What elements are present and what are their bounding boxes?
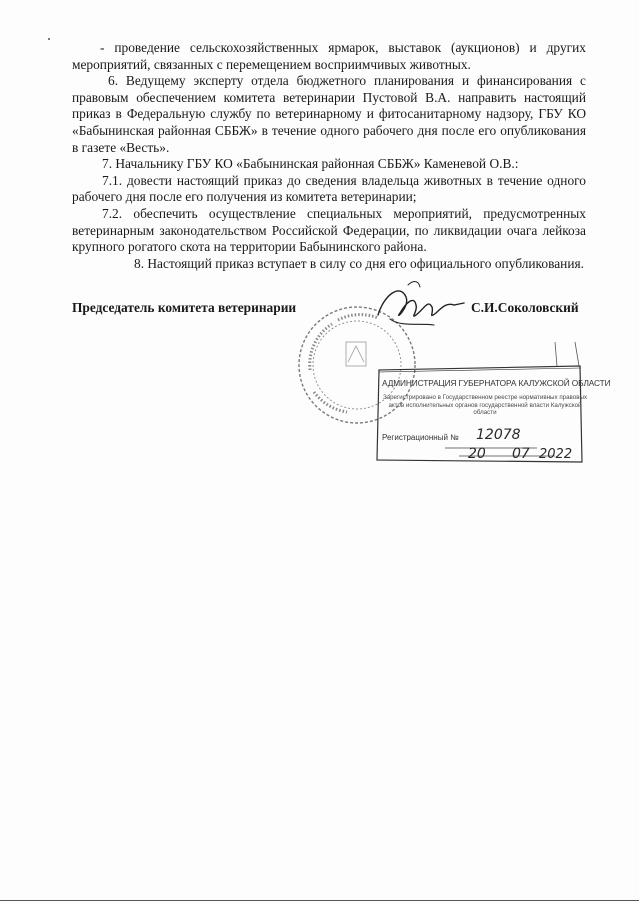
reg-date-month: 07 [512, 446, 530, 462]
signer-position: Председатель комитета ветеринарии [72, 300, 297, 315]
reg-date-year: 2022 [539, 447, 573, 462]
stamp-text: Зарегистрировано в Государственном реестре нормативных правовых актов исполнительных органов государственной власти Калужской области [382, 394, 588, 417]
scan-speck [48, 38, 50, 40]
signer-name: С.И.Соколовский [471, 300, 579, 315]
paragraph-7-2: 7.2. обеспечить осуществление специальных мероприятий, предусмотренных ветеринарным законодательством Российской Федерации, по ликвидации очага лейкоза крупного рогатого скота на территории Бабынинского района. [72, 205, 586, 255]
paragraph-7-1: 7.1. довести настоящий приказ до сведения владельца животных в течение одного рабочего дня после его получения из комитета ветеринарии; [72, 172, 586, 205]
stamp-reg-label: Регистрационный № [382, 433, 459, 442]
paragraph-fairs: - проведение сельскохозяйственных ярмарок, выставок (аукционов) и других мероприятий, связанных с перемещением восприимчивых животных. [72, 40, 586, 72]
reg-date-day: 20 [468, 446, 486, 462]
reg-number: 12078 [476, 427, 521, 443]
page-bottom-edge [0, 900, 639, 901]
stamp-title: АДМИНИСТРАЦИЯ ГУБЕРНАТОРА КАЛУЖСКОЙ ОБЛАСТИ [382, 378, 611, 388]
paragraph-7: 7. Начальнику ГБУ КО «Бабынинская районная СББЖ» Каменевой О.В.: [102, 156, 519, 172]
paragraph-6: 6. Ведущему эксперту отдела бюджетного планирования и финансирования с правовым обеспечением комитета ветеринарии Пустовой В.А. направить настоящий приказ в Федеральную службу по ветеринарному и фитосанитарному надзору, ГБУ КО «Бабынинская районная СББЖ» в течение одного рабочего дня после его опубликования в газете «Весть». [72, 73, 586, 155]
paragraph-8: 8. Настоящий приказ вступает в силу со дня его официального опубликования. [134, 255, 584, 271]
document-body [72, 40, 586, 272]
